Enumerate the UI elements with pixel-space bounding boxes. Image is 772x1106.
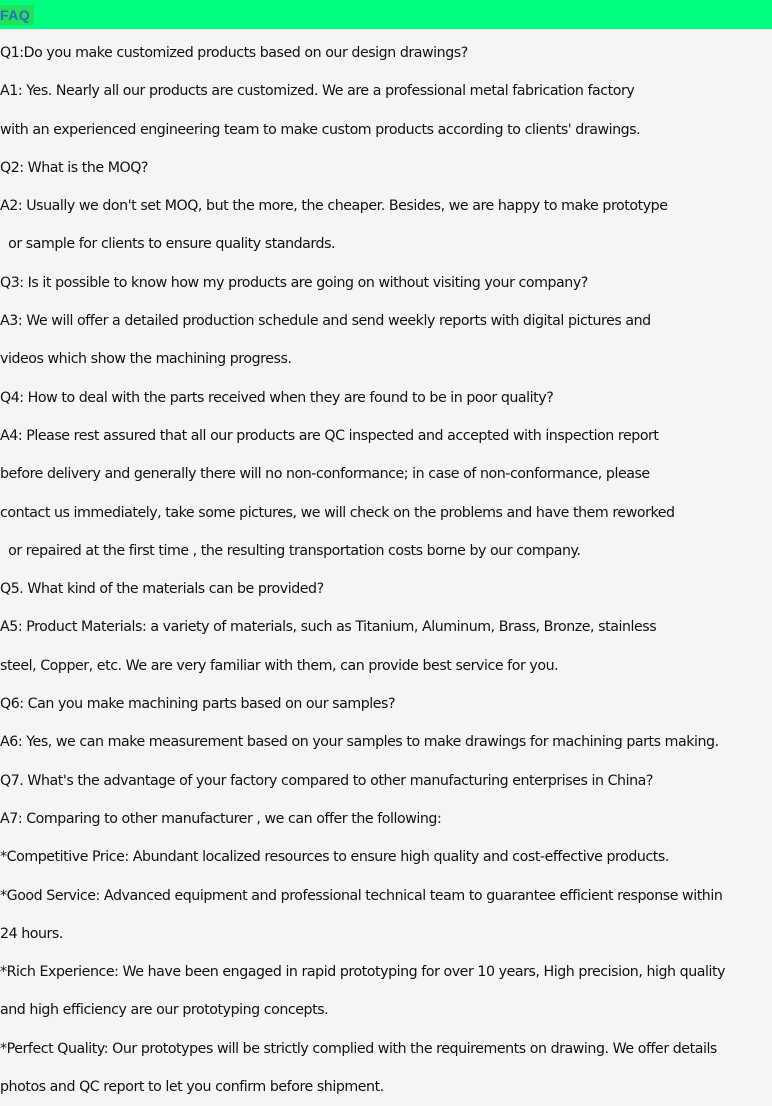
faq-answer-2-line-2: or sample for clients to ensure quality standards. (0, 236, 336, 253)
faq-point-competitive-price: *Competitive Price: Abundant localized resources to ensure high quality and cost-effective products. (0, 849, 669, 866)
faq-point-perfect-quality-line-1: *Perfect Quality: Our prototypes will be strictly complied with the requirements on drawing. We offer details (0, 1040, 717, 1057)
faq-answer-4-line-3: contact us immediately, take some pictures, we will check on the problems and have them reworked (0, 504, 675, 521)
faq-question-5: Q5. What kind of the materials can be provided? (0, 581, 324, 598)
faq-answer-5-line-2: steel, Copper, etc. We are very familiar with them, can provide best service for you. (0, 657, 559, 674)
faq-question-3: Q3: Is it possible to know how my products are going on without visiting your company? (0, 274, 588, 291)
faq-point-good-service-line-2: 24 hours. (0, 925, 63, 942)
faq-answer-1-line-1: A1: Yes. Nearly all our products are customized. We are a professional metal fabrication factory (0, 83, 635, 100)
faq-question-1: Q1:Do you make customized products based on our design drawings? (0, 45, 468, 61)
faq-header-bar (0, 0, 772, 29)
faq-answer-4-line-1: A4: Please rest assured that all our products are QC inspected and accepted with inspection report (0, 427, 659, 444)
faq-answer-7-intro: A7: Comparing to other manufacturer , we can offer the following: (0, 810, 442, 827)
faq-answer-1-line-2: with an experienced engineering team to make custom products according to clients' drawings. (0, 121, 641, 138)
faq-point-good-service-line-1: *Good Service: Advanced equipment and professional technical team to guarantee efficient response within (0, 887, 723, 904)
faq-question-2: Q2: What is the MOQ? (0, 159, 149, 176)
faq-answer-6: A6: Yes, we can make measurement based on your samples to make drawings for machining parts making. (0, 734, 719, 751)
faq-answer-2-line-1: A2: Usually we don't set MOQ, but the more, the cheaper. Besides, we are happy to make prototype (0, 198, 668, 215)
faq-answer-3-line-2: videos which show the machining progress. (0, 351, 292, 368)
faq-answer-4-line-4: or repaired at the first time , the resulting transportation costs borne by our company. (0, 542, 581, 559)
faq-point-perfect-quality-line-2: photos and QC report to let you confirm before shipment. (0, 1079, 384, 1096)
faq-point-rich-experience-line-2: and high efficiency are our prototyping concepts. (0, 1002, 329, 1019)
faq-answer-5-line-1: A5: Product Materials: a variety of materials, such as Titanium, Aluminum, Brass, Bronze, stainless (0, 619, 657, 636)
faq-point-rich-experience-line-1: *Rich Experience: We have been engaged in rapid prototyping for over 10 years, High precision, high quality (0, 964, 726, 981)
faq-answer-3-line-1: A3: We will offer a detailed production schedule and send weekly reports with digital pictures and (0, 313, 651, 330)
faq-question-6: Q6: Can you make machining parts based on our samples? (0, 696, 396, 713)
faq-question-4: Q4: How to deal with the parts received when they are found to be in poor quality? (0, 389, 554, 406)
faq-answer-4-line-2: before delivery and generally there will no non-conformance; in case of non-conformance, please (0, 466, 650, 483)
faq-content (0, 34, 772, 1106)
faq-title: FAQ (0, 5, 34, 25)
faq-question-7: Q7. What's the advantage of your factory compared to other manufacturing enterprises in China? (0, 772, 653, 789)
